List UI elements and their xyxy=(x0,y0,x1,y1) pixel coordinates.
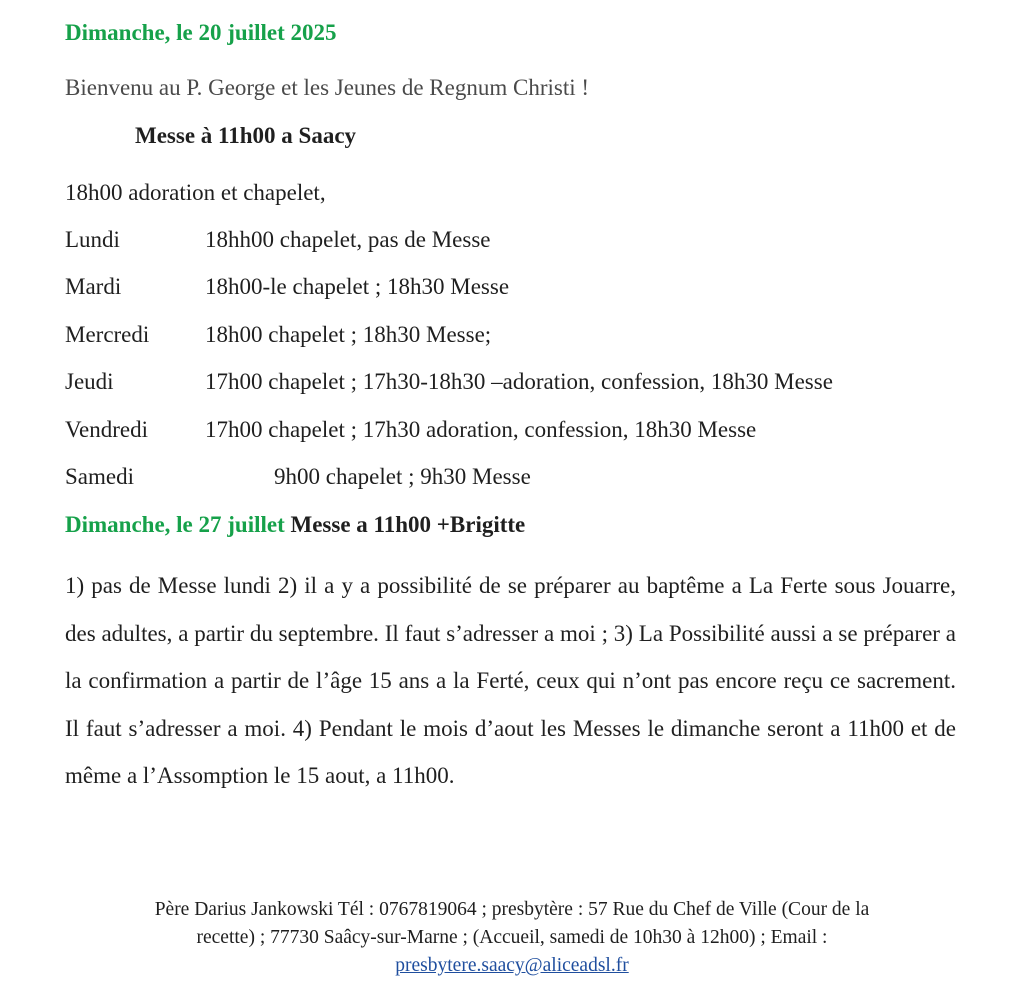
schedule-text: 17h00 chapelet ; 17h30 adoration, confession, 18h30 Messe xyxy=(205,417,757,442)
schedule-text: 18h00 chapelet ; 18h30 Messe; xyxy=(205,322,492,347)
parish-contact-footer xyxy=(60,896,964,980)
footer-line-1: Père Darius Jankowski Tél : 0767819064 ; presbytère : 57 Rue du Chef de Ville (Cour de la xyxy=(154,899,870,920)
sunday-heading-july-20: Dimanche, le 20 juillet 2025 xyxy=(65,20,337,45)
adoration-line: 18h00 adoration et chapelet, xyxy=(65,180,326,205)
schedule-day: Jeudi xyxy=(65,369,114,394)
schedule-day: Mercredi xyxy=(65,322,150,347)
schedule-text: 18h00-le chapelet ; 18h30 Messe xyxy=(205,274,510,299)
email-link[interactable]: presbytere.saacy@aliceadsl.fr xyxy=(395,955,629,976)
schedule-day: Lundi xyxy=(65,227,120,252)
schedule-day: Samedi xyxy=(65,464,134,489)
welcome-message: Bienvenu au P. George et les Jeunes de Regnum Christi ! xyxy=(65,75,590,100)
footer-line-2: recette) ; 77730 Saâcy-sur-Marne ; (Accueil, samedi de 10h30 à 12h00) ; Email : xyxy=(196,927,828,948)
mass-time-saacy: Messe à 11h00 a Saacy xyxy=(135,123,357,148)
schedule-text: 18hh00 chapelet, pas de Messe xyxy=(205,227,491,252)
sunday-mass-intention: Messe a 11h00 +Brigitte xyxy=(290,512,526,537)
schedule-day: Vendredi xyxy=(65,417,149,442)
sunday-date: Dimanche, le 27 juillet xyxy=(65,512,285,537)
schedule-text: 17h00 chapelet ; 17h30-18h30 –adoration, confession, 18h30 Messe xyxy=(205,369,833,394)
sunday-heading-july-27 xyxy=(65,511,525,539)
announcements-paragraph: 1) pas de Messe lundi 2) il a y a possibilité de se préparer au baptême a La Ferte sous Jouarre, des adultes, a partir du septembre. Il faut s’adresser a moi ; 3) La Possibilité aussi a se préparer a la confirmation a partir de l’âge 15 ans a la Ferté, ceux qui n’ont pas encore reçu ce sacrement. Il faut s’adresser a moi. 4) Pendant le mois d’aout les Messes le dimanche seront a 11h00 et de même a l’Assomption le 15 aout, a 11h00. xyxy=(65,573,956,788)
schedule-text: 9h00 chapelet ; 9h30 Messe xyxy=(274,464,531,489)
schedule-day: Mardi xyxy=(65,274,122,299)
